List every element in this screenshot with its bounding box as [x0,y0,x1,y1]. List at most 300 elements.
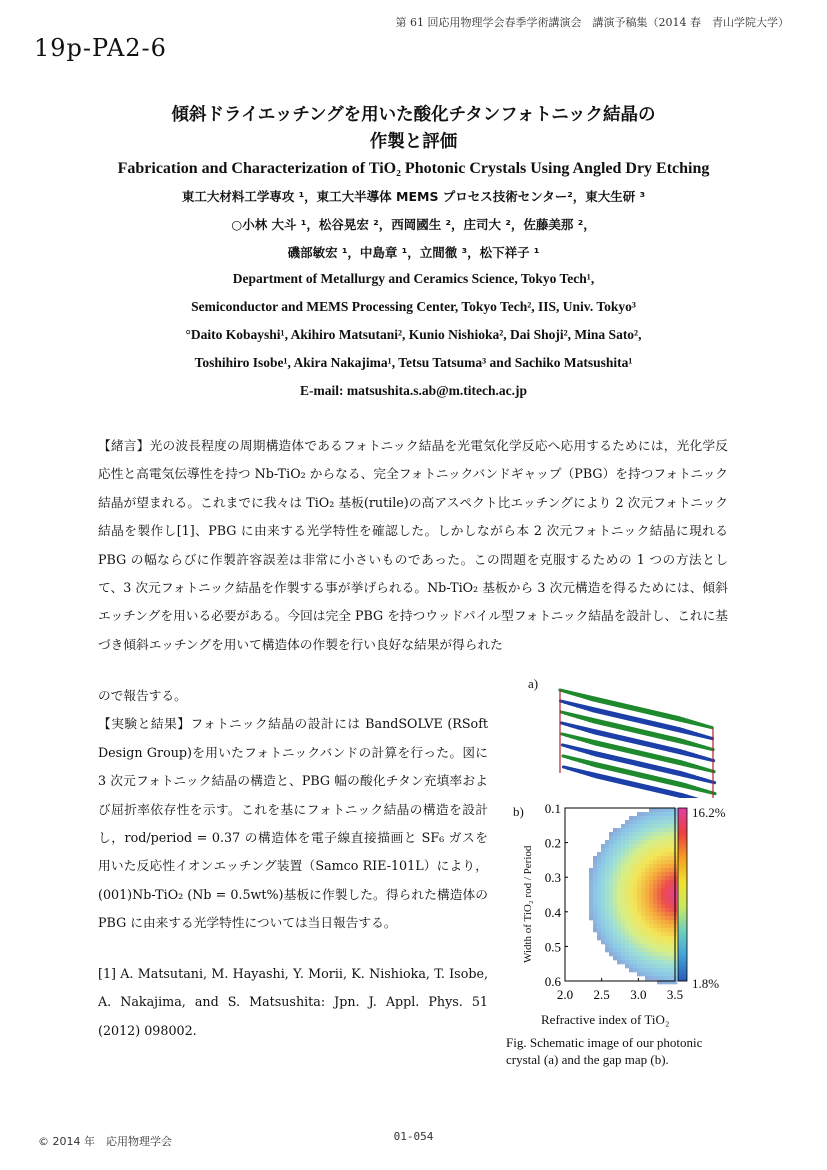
gap-cell [653,828,657,832]
gap-cell [597,892,601,896]
gap-cell [657,852,661,856]
gap-cell [665,976,669,980]
gap-cell [613,916,617,920]
gap-cell [649,808,653,812]
gap-cell [637,868,641,872]
gap-cell [617,948,621,952]
gap-cell [637,824,641,828]
gap-cell [653,932,657,936]
gap-cell [641,964,645,968]
gap-cell [609,916,613,920]
gap-cell [653,948,657,952]
gap-cell [665,824,669,828]
gap-cell [669,848,673,852]
gap-cell [665,952,669,956]
gap-cell [613,828,617,832]
gap-cell [641,844,645,848]
gap-cell [613,956,617,960]
gap-cell [649,844,653,848]
gap-cell [665,972,669,976]
gap-cell [601,896,605,900]
gap-cell [617,872,621,876]
gap-cell [629,848,633,852]
gap-cell [613,848,617,852]
gap-cell [641,948,645,952]
contact-email[interactable]: E-mail: matsushita.s.ab@m.titech.ac.jp [299,383,528,398]
affiliation-en-line2: Semiconductor and MEMS Processing Center, Tokyo Tech², IIS, Univ. Tokyo³ [191,299,636,314]
gap-cell [661,956,665,960]
gap-cell [621,848,625,852]
gap-cell [661,892,665,896]
colorbar-segment [678,952,687,955]
colorbar-segment [678,825,687,828]
gap-cell [617,880,621,884]
gap-cell [649,848,653,852]
gap-cell [653,824,657,828]
gap-cell [617,952,621,956]
gap-cell [649,868,653,872]
gap-cell [669,916,673,920]
gap-cell [593,856,597,860]
gap-cell [665,872,669,876]
gap-cell [657,900,661,904]
colorbar-max-label: 16.2% [692,805,726,820]
gap-cell [645,852,649,856]
gap-cell [661,912,665,916]
gap-cell [633,824,637,828]
gap-cell [653,844,657,848]
gap-cell [653,928,657,932]
gap-cell [625,940,629,944]
gap-cell [649,972,653,976]
colorbar-segment [678,955,687,958]
gap-cell [633,928,637,932]
gap-cell [629,876,633,880]
gap-cell [617,896,621,900]
gap-cell [645,828,649,832]
gap-cell [609,836,613,840]
gap-cell [621,836,625,840]
gap-cell [625,828,629,832]
gap-cell [645,908,649,912]
gap-cell [605,864,609,868]
gap-cell [661,916,665,920]
gap-cell [625,932,629,936]
gap-cell [653,836,657,840]
gap-cell [649,908,653,912]
gap-cell [669,936,673,940]
authors-ja-line1: ○小林 大斗 ¹，松谷晃宏 ²，西岡國生 ²，庄司大 ²，佐藤美那 ²， [231,217,596,232]
gap-cell [601,860,605,864]
gap-cell [605,936,609,940]
gap-map-chart [515,803,740,1033]
gap-cell [637,932,641,936]
gap-cell [613,852,617,856]
gap-cell [641,940,645,944]
gap-cell [621,828,625,832]
gap-cell [621,948,625,952]
gap-cell [649,852,653,856]
introduction-tail: ので報告する。 [98,688,187,703]
gap-cell [649,884,653,888]
colorbar-segment [678,845,687,848]
gap-cell [669,820,673,824]
colorbar-segment [678,871,687,874]
gap-cell [629,948,633,952]
gap-cell [653,920,657,924]
gap-cell [657,972,661,976]
gap-cell [649,960,653,964]
gap-cell [605,884,609,888]
gap-cell [593,912,597,916]
gap-cell [669,860,673,864]
gap-cell [649,892,653,896]
colorbar-segment [678,949,687,952]
gap-cell [613,900,617,904]
gap-cell [633,916,637,920]
gap-cell [625,904,629,908]
gap-cell [629,840,633,844]
gap-cell [645,948,649,952]
gap-cell [629,816,633,820]
gap-cell [661,836,665,840]
gap-cell [629,916,633,920]
gap-cell [633,844,637,848]
gap-cell [609,856,613,860]
gap-cell [637,880,641,884]
gap-cell [669,948,673,952]
gap-cell [605,840,609,844]
gap-cell [653,848,657,852]
gap-cell [629,892,633,896]
gap-cell [601,912,605,916]
gap-cell [589,880,593,884]
gap-cell [617,916,621,920]
gap-cell [625,936,629,940]
gap-cell [621,916,625,920]
gap-cell [645,820,649,824]
gap-cell [653,852,657,856]
gap-cell [629,928,633,932]
gap-cell [629,936,633,940]
gap-cell [669,908,673,912]
gap-cell [645,836,649,840]
gap-cell [665,812,669,816]
gap-cell [633,960,637,964]
gap-cell [641,876,645,880]
gap-cell [669,912,673,916]
gap-cell [629,932,633,936]
gap-cell [661,952,665,956]
gap-cell [601,884,605,888]
gap-cell [669,868,673,872]
gap-cell [629,968,633,972]
gap-cell [605,872,609,876]
gap-cell [613,884,617,888]
gap-cell [649,932,653,936]
gap-cell [617,844,621,848]
gap-cell [657,912,661,916]
gap-cell [641,900,645,904]
gap-cell [629,860,633,864]
gap-cell [649,816,653,820]
gap-cell [621,884,625,888]
gap-cell [657,904,661,908]
gap-cell [637,960,641,964]
gap-cell [645,848,649,852]
gap-cell [613,888,617,892]
gap-cell [629,884,633,888]
gap-cell [609,832,613,836]
gap-cell [597,912,601,916]
gap-cell [653,912,657,916]
gap-cell [617,928,621,932]
gap-cell [657,944,661,948]
gap-cell [665,820,669,824]
gap-cell [621,956,625,960]
gap-cell [645,864,649,868]
gap-cell [629,920,633,924]
gap-cell [661,868,665,872]
gap-cell [605,876,609,880]
gap-cell [589,896,593,900]
gap-cell [625,876,629,880]
gap-cell [605,924,609,928]
gap-cell [621,944,625,948]
gap-cell [589,908,593,912]
gap-cell [601,888,605,892]
gap-cell [661,828,665,832]
gap-cell [649,820,653,824]
gap-cell [633,872,637,876]
gap-cell [649,976,653,980]
gap-cell [613,936,617,940]
gap-cell [621,832,625,836]
gap-cell [621,936,625,940]
gap-cell [653,816,657,820]
gap-cell [649,856,653,860]
gap-cell [641,880,645,884]
gap-cell [625,872,629,876]
gap-cell [633,940,637,944]
gap-cell [645,832,649,836]
gap-cell [621,924,625,928]
gap-cell [621,872,625,876]
gap-cell [613,892,617,896]
colorbar-segment [678,892,687,895]
gap-cell [593,888,597,892]
gap-cell [605,900,609,904]
gap-cell [645,824,649,828]
gap-cell [609,936,613,940]
affiliation-ja: 東工大材料工学専攻 ¹，東工大半導体 MEMS プロセス技術センター²，東大生研 ³ [181,189,646,204]
gap-cell [669,920,673,924]
gap-cell [661,904,665,908]
gap-cell [633,836,637,840]
gap-cell [645,868,649,872]
gap-cell [665,900,669,904]
gap-cell [625,820,629,824]
gap-cell [645,924,649,928]
gap-cell [641,896,645,900]
gap-cell [653,896,657,900]
gap-cell [597,904,601,908]
gap-cell [637,848,641,852]
gap-cell [657,808,661,812]
gap-cell [601,856,605,860]
colorbar-segment [678,935,687,938]
gap-cell [641,956,645,960]
gap-cell [593,928,597,932]
gap-cell [641,820,645,824]
gap-cell [649,824,653,828]
gap-cell [625,824,629,828]
gap-cell [641,932,645,936]
gap-cell [617,932,621,936]
gap-cell [605,856,609,860]
gap-cell [661,976,665,980]
gap-cell [645,912,649,916]
gap-cell [605,888,609,892]
gap-cell [661,852,665,856]
gap-cell [629,864,633,868]
gap-cell [621,912,625,916]
gap-cell [649,936,653,940]
gap-cell [589,872,593,876]
gap-cell [633,868,637,872]
gap-cell [657,836,661,840]
gap-cell [637,884,641,888]
gap-cell [589,868,593,872]
gap-cell [605,916,609,920]
gap-cell [601,904,605,908]
gap-cell [649,948,653,952]
gap-cell [665,852,669,856]
colorbar-segment [678,883,687,886]
gap-cell [665,924,669,928]
gap-cell [637,812,641,816]
gap-cell [625,892,629,896]
gap-cell [657,876,661,880]
gap-cell [637,896,641,900]
gap-cell [613,872,617,876]
colorbar-segment [678,964,687,967]
gap-cell [625,852,629,856]
gap-cell [629,952,633,956]
gap-cell [637,820,641,824]
gap-cell [657,968,661,972]
gap-cell [669,864,673,868]
gap-cell [617,904,621,908]
gap-cell [645,928,649,932]
gap-cell [629,940,633,944]
gap-cell [641,840,645,844]
gap-cell [597,936,601,940]
gap-cell [597,868,601,872]
gap-cell [649,968,653,972]
gap-cell [609,896,613,900]
gap-cell [621,892,625,896]
gap-cell [633,912,637,916]
gap-cell [653,888,657,892]
gap-cell [653,812,657,816]
gap-cell [621,940,625,944]
colorbar-segment [678,820,687,823]
gap-cell [637,936,641,940]
gap-cell [649,880,653,884]
gap-cell [633,876,637,880]
gap-cell [597,916,601,920]
gap-cell [641,960,645,964]
gap-cell [661,844,665,848]
gap-cell [649,928,653,932]
gap-cell [629,820,633,824]
colorbar-segment [678,909,687,912]
gap-cell [613,932,617,936]
gap-cell [637,908,641,912]
gap-cell [601,880,605,884]
gap-cell [645,968,649,972]
gap-cell [665,856,669,860]
gap-cell [649,904,653,908]
gap-cell [613,924,617,928]
gap-cell [657,832,661,836]
gap-cell [633,932,637,936]
colorbar-segment [678,831,687,834]
gap-cell [665,832,669,836]
gap-cell [593,872,597,876]
gap-cell [633,952,637,956]
gap-cell [633,852,637,856]
gap-cell [637,888,641,892]
gap-cell [645,972,649,976]
gap-cell [617,892,621,896]
gap-cell [653,972,657,976]
gap-cell [645,844,649,848]
gap-cell [669,836,673,840]
gap-cell [605,908,609,912]
gap-cell [609,860,613,864]
gap-cell [645,960,649,964]
gap-cell [605,920,609,924]
gap-cell [653,872,657,876]
gap-cell [601,908,605,912]
gap-cell [637,892,641,896]
gap-cell [669,952,673,956]
gap-cell [625,928,629,932]
gap-cell [637,928,641,932]
colorbar-segment [678,874,687,877]
colorbar-segment [678,906,687,909]
gap-cell [633,924,637,928]
gap-cell [637,924,641,928]
gap-cell [665,864,669,868]
gap-cell [625,848,629,852]
colorbar-segment [678,863,687,866]
gap-cell [633,816,637,820]
gap-cell [605,868,609,872]
gap-cell [669,956,673,960]
gap-cell [641,884,645,888]
gap-cell [641,816,645,820]
gap-cell [645,940,649,944]
gap-cell [665,892,669,896]
gap-cell [597,896,601,900]
gap-cell [649,916,653,920]
gap-cell [597,872,601,876]
gap-cell [657,924,661,928]
gap-cell [657,864,661,868]
